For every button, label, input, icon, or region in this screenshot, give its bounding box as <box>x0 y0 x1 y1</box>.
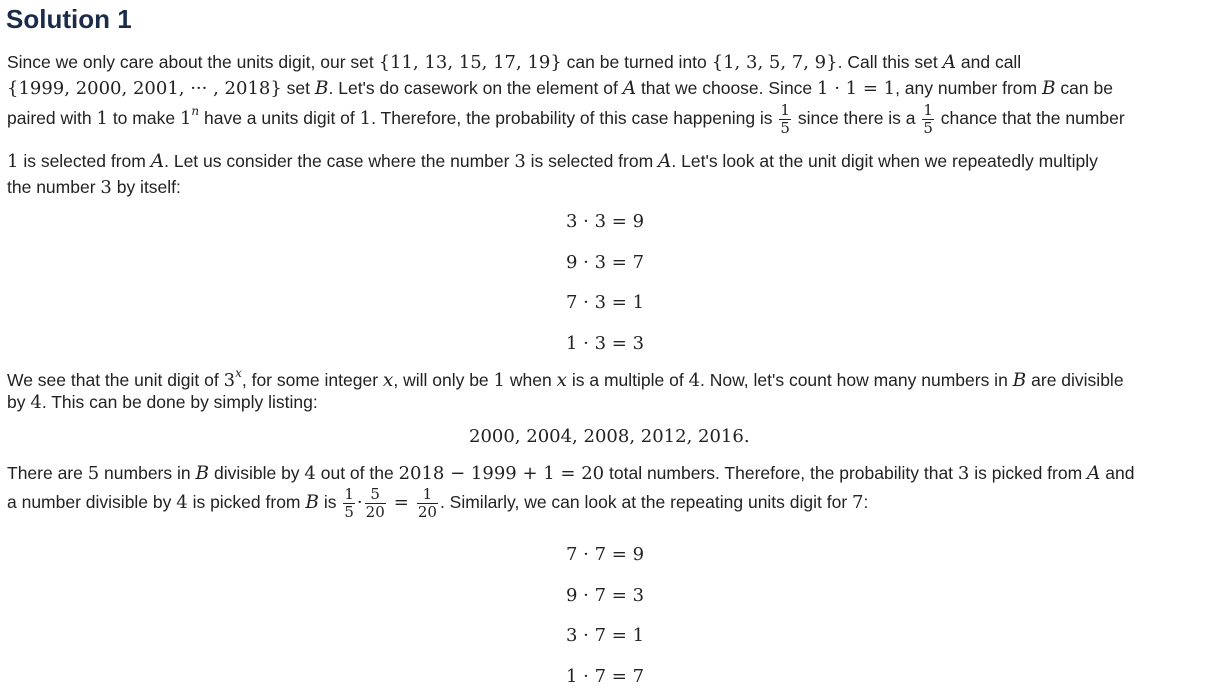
para1-line2 <box>7 78 1113 99</box>
num-one: 1 <box>7 151 19 172</box>
text: by itself: <box>111 177 181 197</box>
numerator: 1 <box>417 486 438 504</box>
text: , any number from <box>895 78 1042 98</box>
multiply-dot: · <box>356 492 363 514</box>
num-one: 1 <box>96 108 108 130</box>
equation: 9 · 3 = 7 <box>566 252 645 273</box>
num-one: 1 <box>179 108 192 130</box>
equation: 7 · 3 = 1 <box>566 292 645 313</box>
denominator: 5 <box>344 503 354 521</box>
text: have a units digit of <box>199 108 360 129</box>
var-a: A <box>150 151 165 172</box>
equation: 9 · 7 = 3 <box>566 585 645 606</box>
text: can be turned into <box>561 52 712 72</box>
text: . Therefore, the probability of this case happening is <box>371 108 778 129</box>
numerator: 1 <box>923 101 933 119</box>
text: . Call this set <box>837 52 943 72</box>
text: set <box>281 78 315 98</box>
num-four: 4 <box>688 370 701 391</box>
eq-one-one: 1 · 1 = 1 <box>817 78 896 99</box>
text: and call <box>956 52 1022 72</box>
denominator: 5 <box>780 119 790 137</box>
num-three: 3 <box>100 177 112 198</box>
para2-line2 <box>7 392 318 413</box>
text: There are <box>7 463 88 483</box>
text: . Let's do casework on the element of <box>328 78 623 98</box>
num-one: 1 <box>359 108 372 130</box>
text: , will only be <box>393 370 494 390</box>
exponent-x: x <box>235 366 242 380</box>
var-b: B <box>1012 370 1027 391</box>
var-x: x <box>382 370 394 391</box>
text: to make <box>107 108 180 129</box>
num-four: 4 <box>30 392 42 413</box>
para1-line1 <box>7 52 1021 73</box>
text: numbers in <box>99 463 196 483</box>
num-seven: 7 <box>852 492 864 514</box>
text: is selected from <box>18 151 151 171</box>
text: is a multiple of <box>566 370 689 390</box>
text: . Similarly, we can look at the repeating units digit for <box>439 492 853 513</box>
text: divisible by <box>209 463 305 483</box>
text: can be <box>1055 78 1113 98</box>
text: is picked from <box>969 463 1088 483</box>
para1-line3 <box>7 102 1125 137</box>
count-equation: 2018 − 1999 + 1 = 20 <box>398 463 605 484</box>
num-four: 4 <box>176 492 188 514</box>
listing-multiples-of-four: 2000, 2004, 2008, 2012, 2016. <box>469 426 750 447</box>
fraction-one-twentieth <box>417 486 438 521</box>
numerator: 5 <box>365 486 386 504</box>
num-one: 1 <box>493 370 505 391</box>
text: is selected from <box>525 151 659 171</box>
set-odd-teens: {11, 13, 15, 17, 19} <box>378 52 562 73</box>
var-a: A <box>942 52 957 73</box>
num-three: 3 <box>514 151 526 172</box>
var-a: A <box>622 78 637 99</box>
var-x: x <box>556 370 567 391</box>
var-a: A <box>658 151 672 172</box>
equals-sign: = <box>393 492 409 514</box>
text: is picked from <box>187 492 306 513</box>
text: the number <box>7 177 101 197</box>
text: : <box>863 492 869 513</box>
denominator: 20 <box>417 503 437 521</box>
para2-line1 <box>7 366 1124 391</box>
solution-heading: Solution 1 <box>6 4 132 34</box>
text: . Let's look at the unit digit when we repeatedly multiply <box>671 151 1098 171</box>
fraction-five-twentieths <box>365 486 386 521</box>
text: total numbers. Therefore, the probability that <box>604 463 958 483</box>
text: . This can be done by simply listing: <box>41 392 318 412</box>
var-b: B <box>1041 78 1056 99</box>
fraction-one-fifth <box>779 102 791 137</box>
text: We see that the unit digit of <box>7 370 224 390</box>
num-four: 4 <box>304 463 316 484</box>
text: since there is a <box>792 108 921 129</box>
var-b: B <box>195 463 210 484</box>
equation: 3 · 7 = 1 <box>566 625 645 646</box>
text: and <box>1100 463 1135 483</box>
exponent-n: n <box>191 104 200 119</box>
text: that we choose. Since <box>636 78 818 98</box>
denominator: 20 <box>365 503 385 521</box>
equation: 7 · 7 = 9 <box>566 544 645 565</box>
text: Since we only care about the units digit, our set <box>7 52 379 72</box>
text: . Let us consider the case where the number <box>164 151 515 171</box>
var-a: A <box>1087 463 1101 484</box>
numerator: 1 <box>780 101 790 119</box>
num-three: 3 <box>957 463 970 484</box>
equation: 1 · 7 = 7 <box>566 666 645 687</box>
text: by <box>7 392 31 412</box>
para3-line2 <box>7 486 868 521</box>
numerator: 1 <box>344 485 354 503</box>
text: , for some integer <box>241 370 383 390</box>
text: when <box>504 370 557 390</box>
text: . Now, let's count how many numbers in <box>700 370 1013 390</box>
para3-line1 <box>7 463 1134 484</box>
var-b: B <box>305 492 319 514</box>
para1-line5 <box>7 177 181 198</box>
para1-line4 <box>7 151 1098 172</box>
text: are divisible <box>1026 370 1124 390</box>
num-five: 5 <box>87 463 100 484</box>
num-three: 3 <box>223 370 236 391</box>
text: chance that the number <box>935 108 1125 129</box>
var-b: B <box>314 78 329 99</box>
text: out of the <box>315 463 399 483</box>
fraction-one-fifth <box>922 102 934 137</box>
equation: 1 · 3 = 3 <box>566 333 645 354</box>
equation: 3 · 3 = 9 <box>566 211 645 232</box>
text: paired with <box>7 108 97 129</box>
set-years: {1999, 2000, 2001, ··· , 2018} <box>7 78 282 99</box>
text: is <box>319 492 342 513</box>
set-odd-digits: {1, 3, 5, 7, 9} <box>711 52 838 73</box>
fraction-one-fifth <box>343 486 355 521</box>
denominator: 5 <box>923 119 933 137</box>
text: a number divisible by <box>7 492 177 513</box>
